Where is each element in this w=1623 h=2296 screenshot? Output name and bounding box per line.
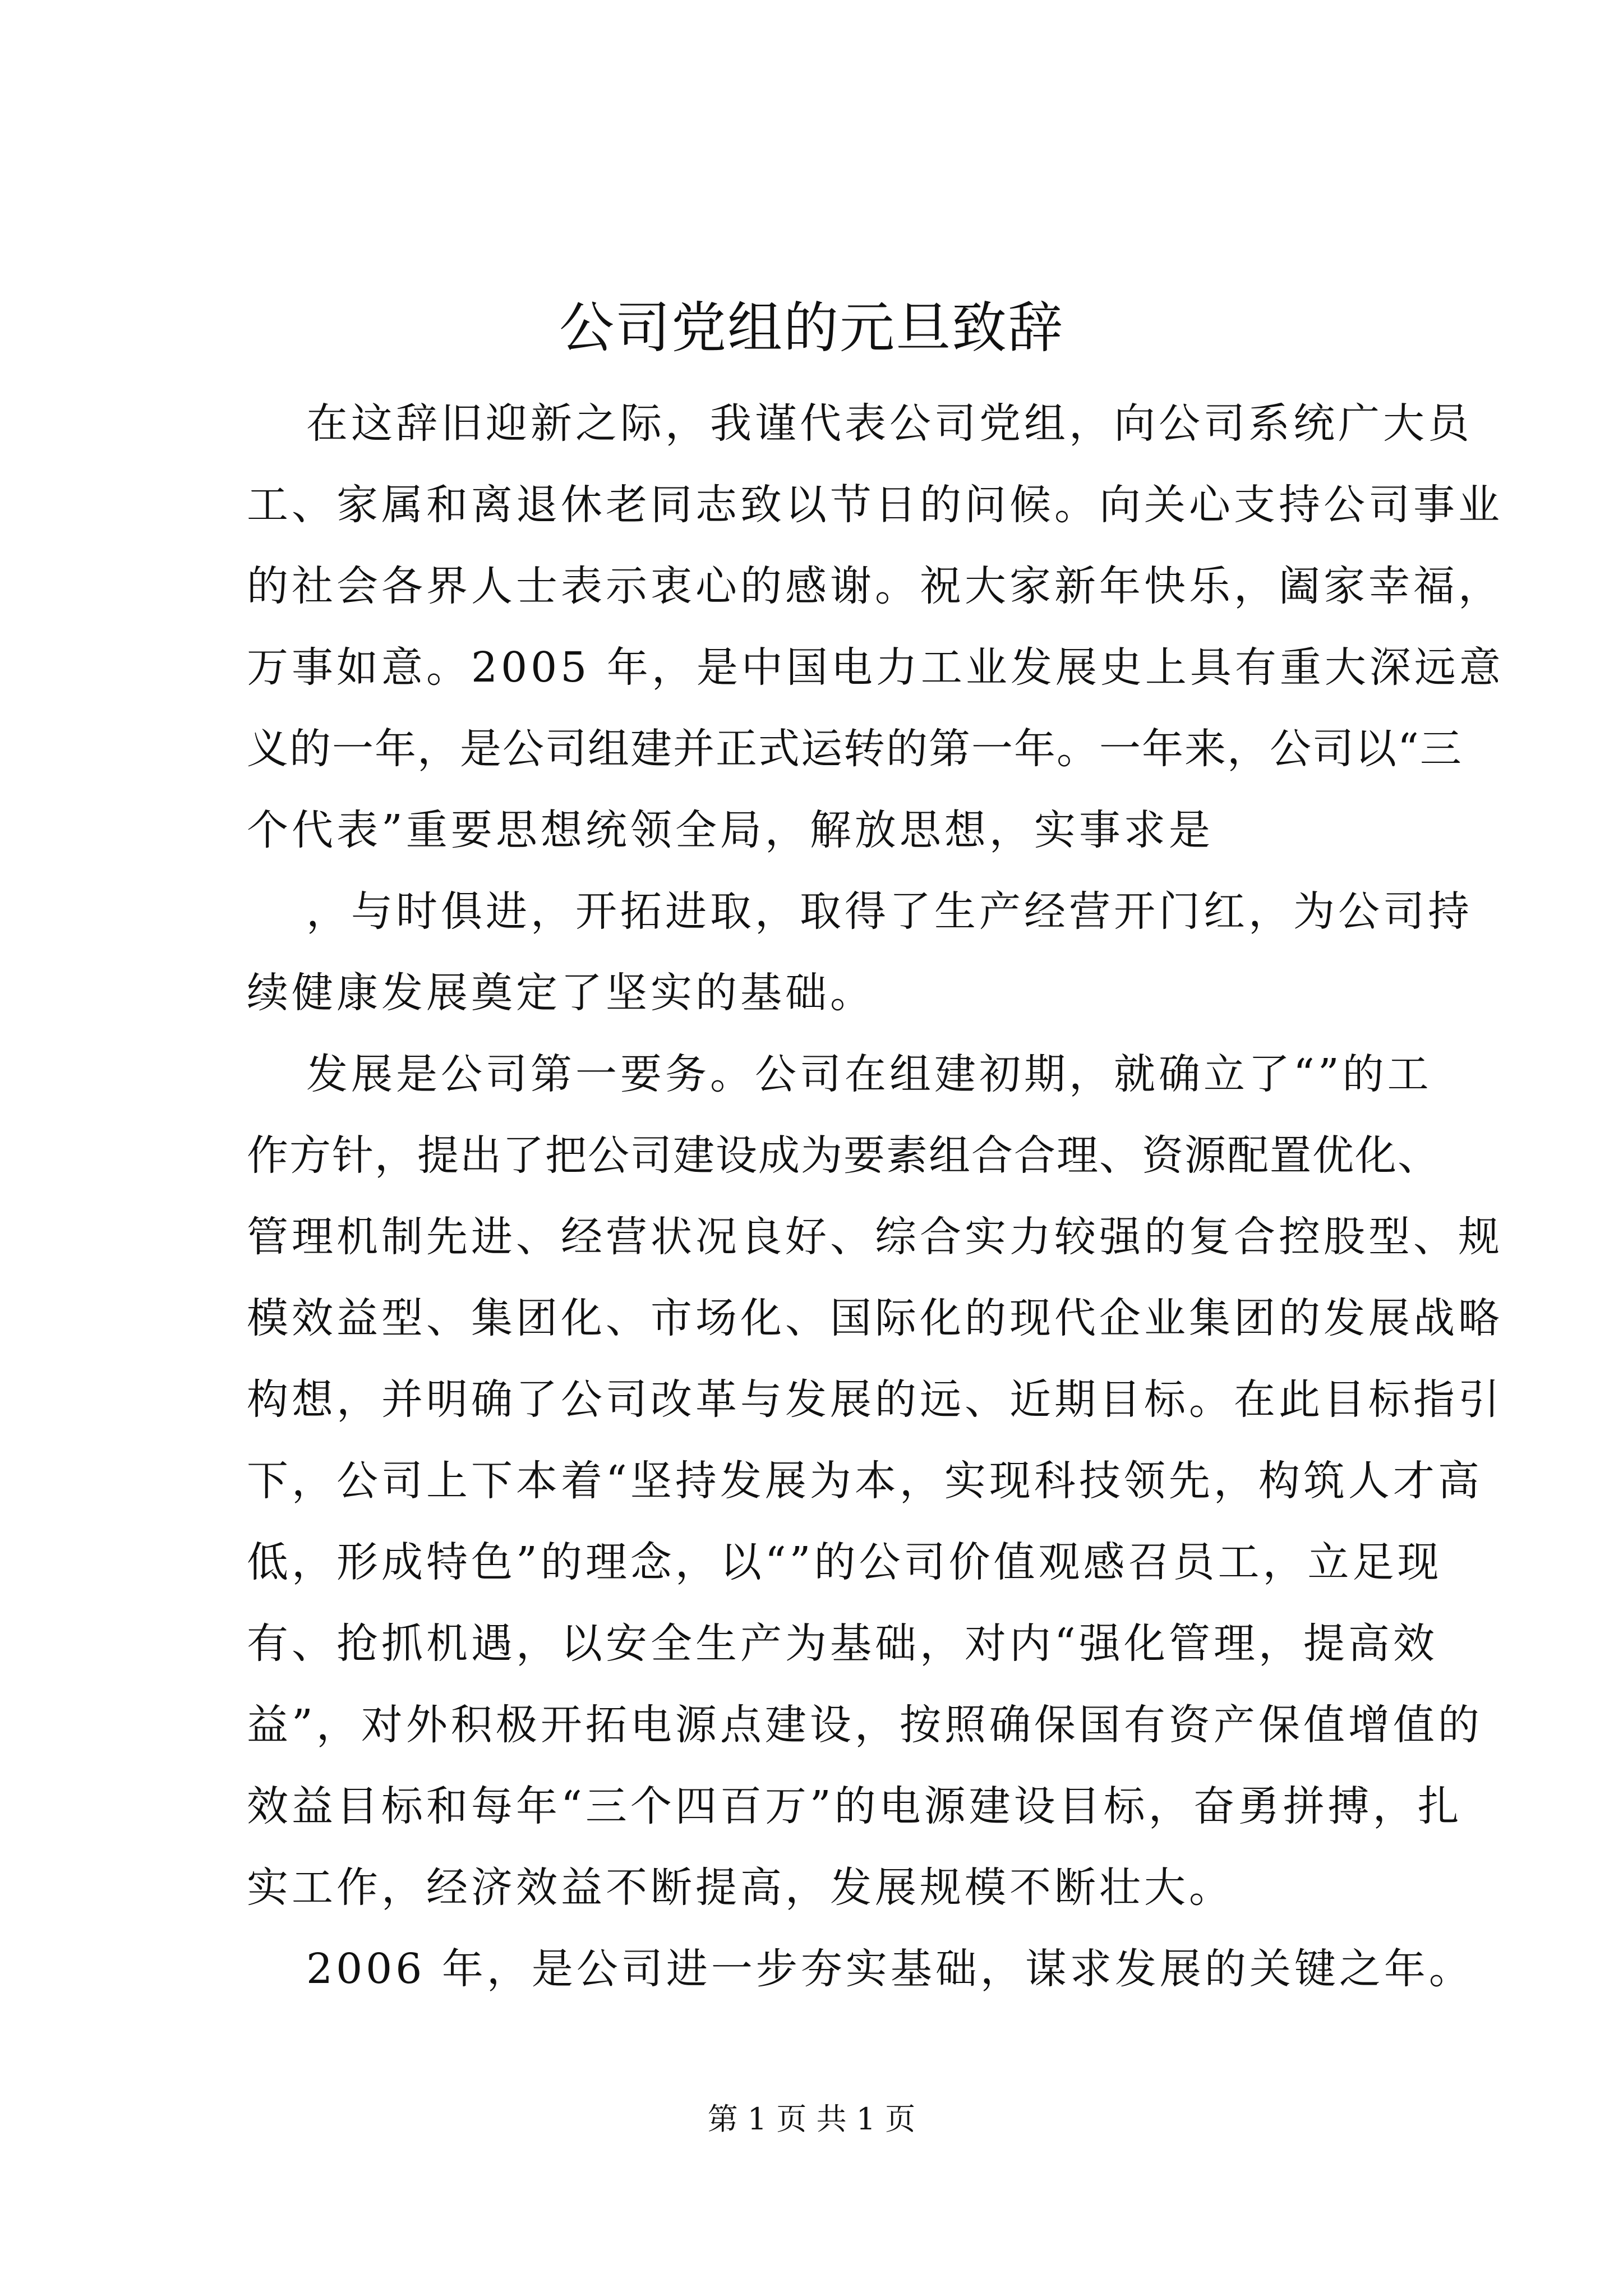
- paragraph-3-line-2: 作方针，提出了把公司建设成为要素组合合理、资源配置优化、: [247, 1131, 1440, 1180]
- document-title: 公司党组的元旦致辞: [559, 296, 1064, 360]
- paragraph-1-line-2: 工、家属和离退休老同志致以节日的问候。向关心支持公司事业: [247, 481, 1503, 529]
- paragraph-1-line-4: 万事如意。2005 年，是中国电力工业发展史上具有重大深远意: [247, 643, 1504, 692]
- paragraph-1-line-1: 在这辞旧迎新之际，我谨代表公司党组，向公司系统广大员: [306, 399, 1473, 448]
- paragraph-3-line-10: 效益目标和每年“三个四百万”的电源建设目标，奋勇拼搏，扎: [247, 1782, 1463, 1830]
- paragraph-2-line-1: ，与时俱进，开拓进取，取得了生产经营开门红，为公司持: [306, 887, 1473, 936]
- paragraph-1-line-3: 的社会各界人士表示衷心的感谢。祝大家新年快乐，阖家幸福，: [247, 562, 1503, 610]
- paragraph-3-line-11: 实工作，经济效益不断提高，发展规模不断壮大。: [247, 1864, 1234, 1912]
- paragraph-3-line-6: 下，公司上下本着“坚持发展为本，实现科技领先，构筑人才高: [247, 1457, 1483, 1505]
- paragraph-1-line-6: 个代表”重要思想统领全局，解放思想，实事求是: [247, 806, 1214, 854]
- paragraph-2-line-2: 续健康发展奠定了坚实的基础。: [247, 969, 875, 1017]
- paragraph-3-line-3: 管理机制先进、经营状况良好、综合实力较强的复合控股型、规: [247, 1213, 1503, 1261]
- paragraph-3-line-8: 有、抢抓机遇，以安全生产为基础，对内“强化管理，提高效: [247, 1619, 1438, 1668]
- paragraph-3-line-7: 低，形成特色”的理念，以“”的公司价值观感召员工，立足现: [247, 1538, 1442, 1586]
- paragraph-4-line-1: 2006 年，是公司进一步夯实基础，谋求发展的关键之年。: [306, 1945, 1474, 1993]
- page-footer: 第 1 页 共 1 页: [707, 2101, 916, 2137]
- paragraph-3-line-4: 模效益型、集团化、市场化、国际化的现代企业集团的发展战略: [247, 1294, 1503, 1342]
- paragraph-3-line-5: 构想，并明确了公司改革与发展的远、近期目标。在此目标指引: [247, 1375, 1503, 1424]
- paragraph-3-line-1: 发展是公司第一要务。公司在组建初期，就确立了“”的工: [306, 1050, 1432, 1098]
- paragraph-3-line-9: 益”，对外积极开拓电源点建设，按照确保国有资产保值增值的: [247, 1701, 1483, 1749]
- paragraph-1-line-5: 义的一年，是公司组建并正式运转的第一年。一年来，公司以“三: [247, 725, 1463, 773]
